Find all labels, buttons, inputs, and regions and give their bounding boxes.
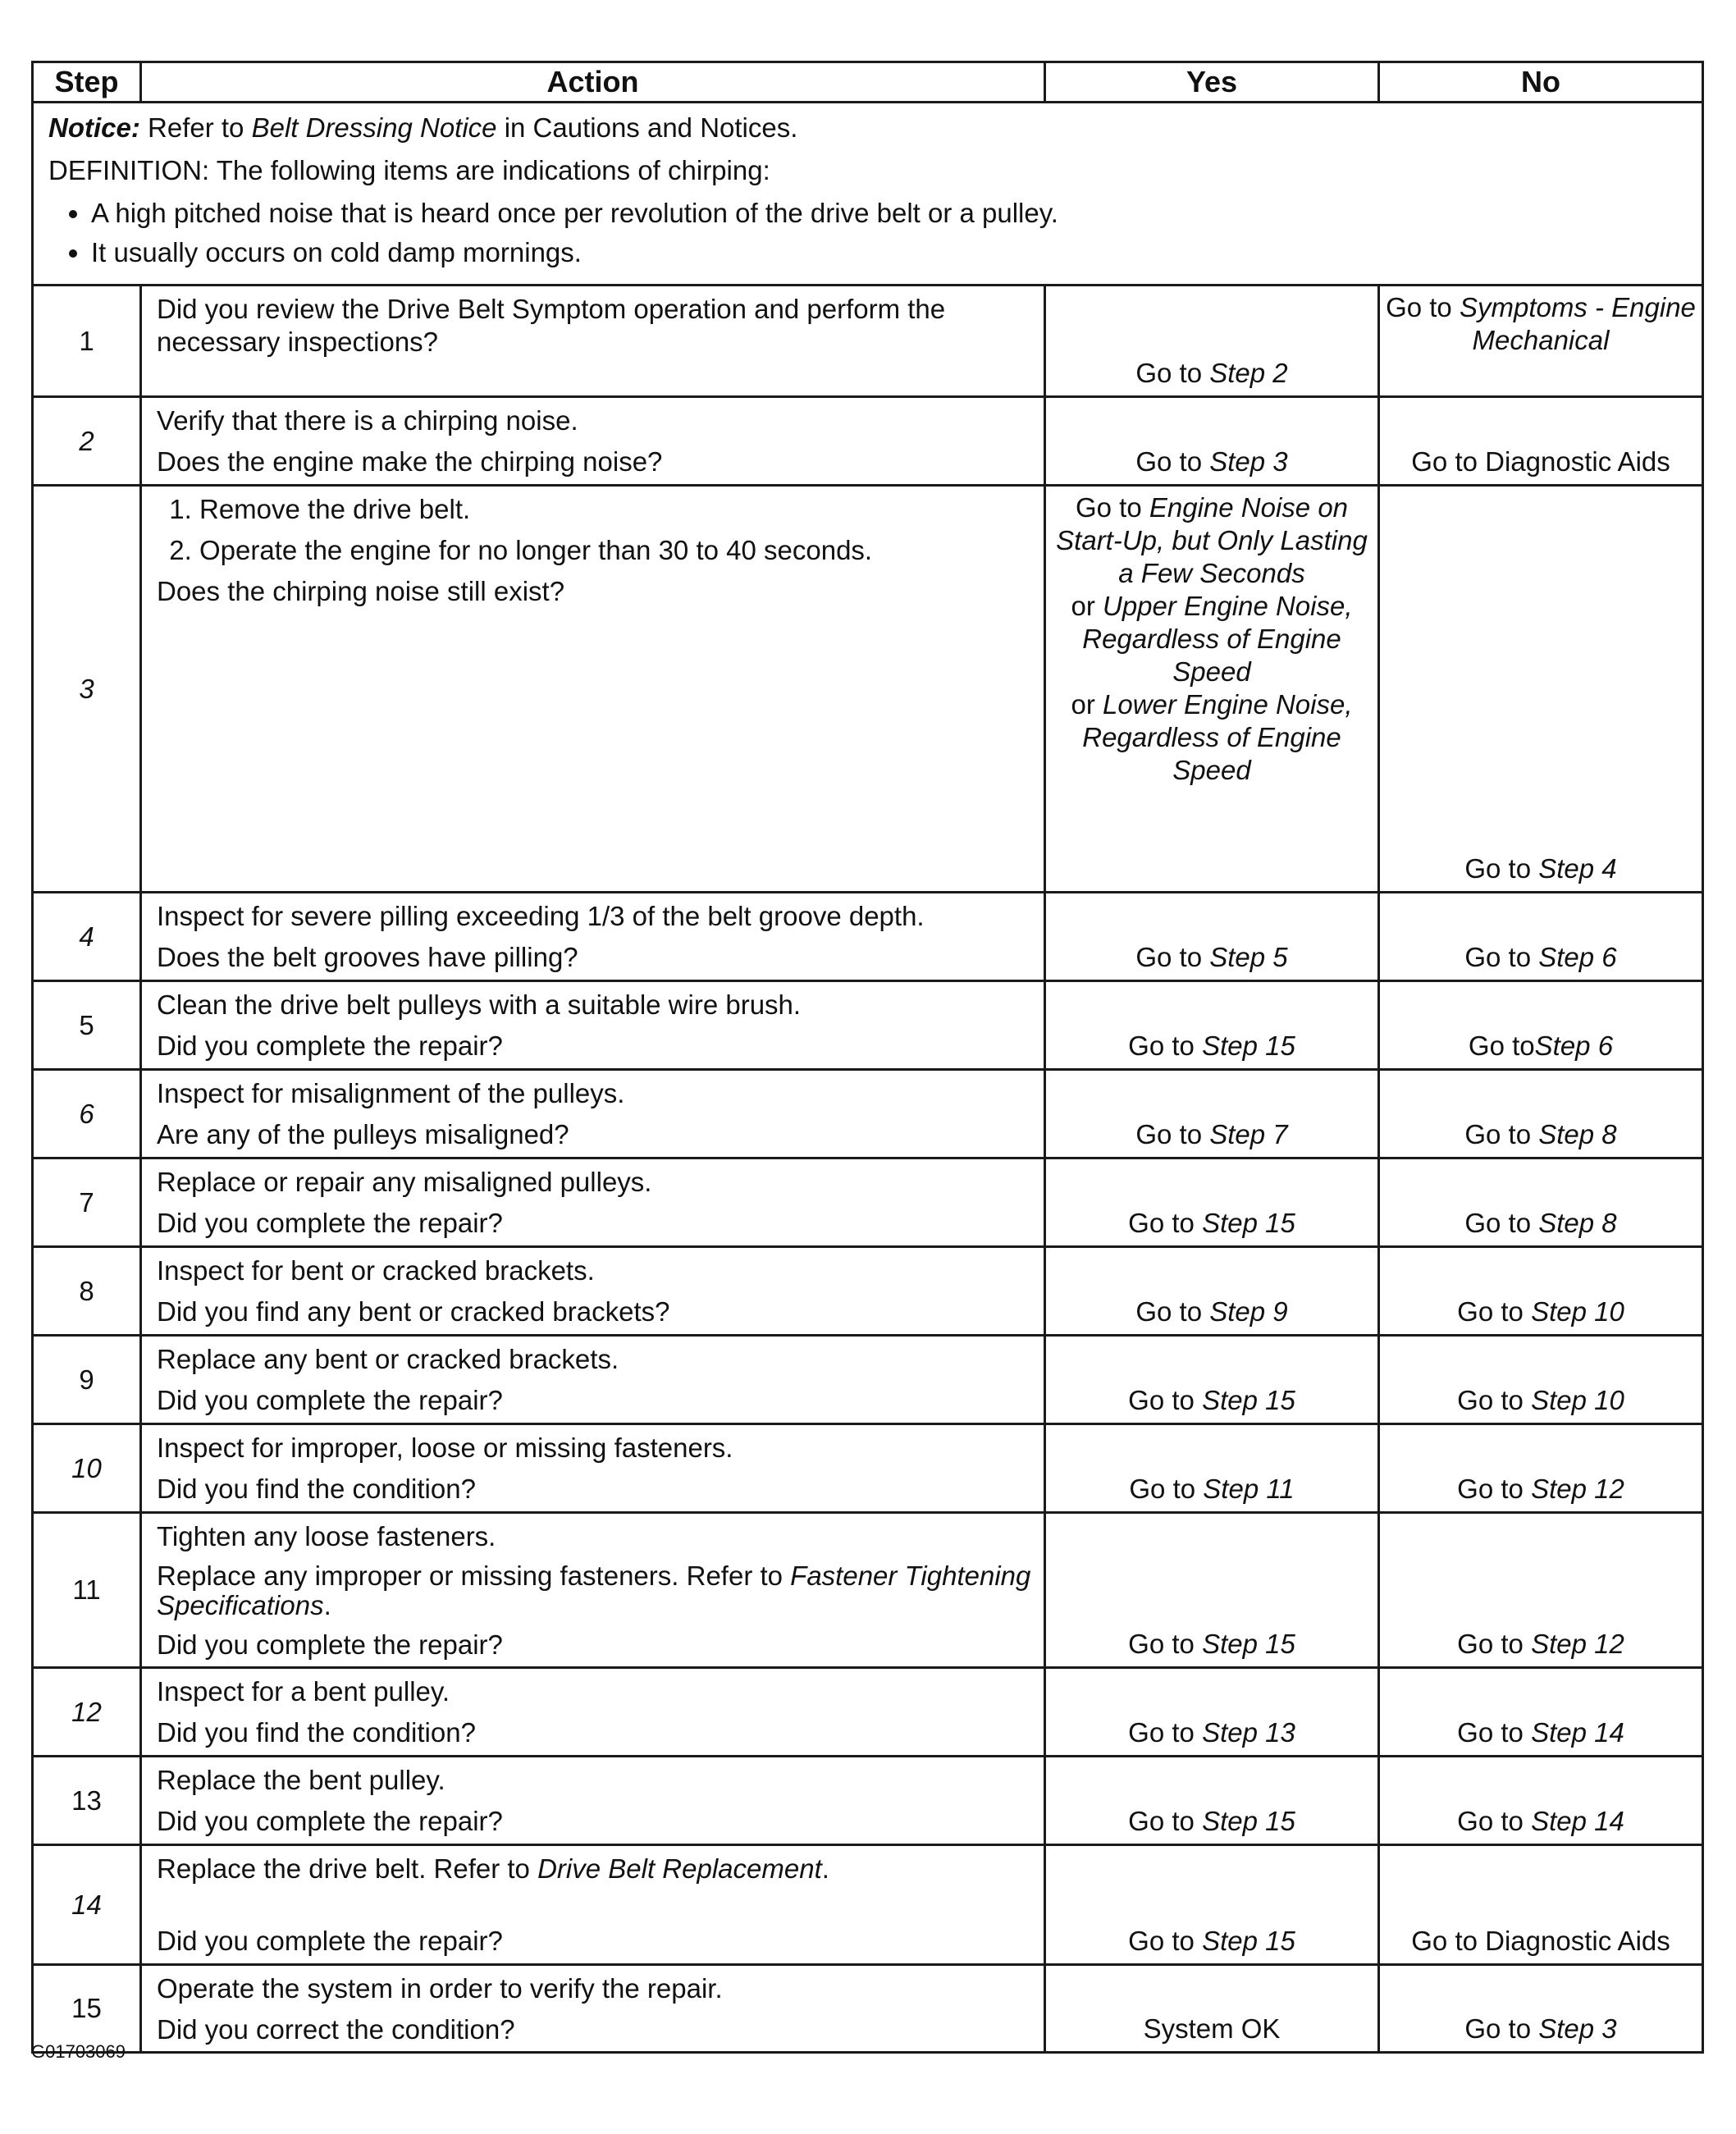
no-pre: Go to — [1457, 1474, 1524, 1504]
table-row — [33, 286, 1703, 397]
notice-pre: Refer to — [148, 112, 244, 143]
action-text: Replace any bent or cracked brackets. — [157, 1344, 619, 1374]
table-row — [33, 1336, 1703, 1424]
action-text: Verify that there is a chirping noise. — [157, 405, 578, 436]
yes-step-link[interactable]: Step 7 — [1209, 1119, 1288, 1149]
yes-cell — [1045, 1158, 1379, 1247]
step-number: 5 — [33, 981, 141, 1070]
no-step-link[interactable]: Step 3 — [1538, 2013, 1617, 2044]
action-text: Inspect for improper, loose or missing fasteners. — [157, 1433, 733, 1463]
action-text: Replace the bent pulley. — [157, 1765, 445, 1795]
yes-cell — [1045, 1513, 1379, 1668]
no-pre: Go to — [1457, 1717, 1524, 1748]
table-row — [33, 1757, 1703, 1845]
action-question: Did you complete the repair? — [157, 1385, 503, 1415]
no-pre: Go to — [1457, 1385, 1524, 1415]
no-step-link[interactable]: Step 10 — [1531, 1385, 1624, 1415]
action-question: Does the belt grooves have pilling? — [157, 942, 578, 972]
yes-step-link[interactable]: Step 15 — [1202, 1208, 1295, 1238]
action-cell — [141, 486, 1045, 893]
yes-pre: Go to — [1128, 1717, 1195, 1748]
action-ref-post: . — [323, 1590, 331, 1620]
action-cell — [141, 286, 1045, 397]
no-pre: Go to — [1464, 1208, 1532, 1238]
no-pre: Go to — [1457, 1629, 1524, 1659]
no-cell — [1379, 286, 1703, 397]
action-text: Tighten any loose fasteners. — [157, 1521, 496, 1551]
action-list — [157, 493, 1032, 567]
no-pre: Go to — [1464, 1119, 1532, 1149]
action-question: Did you find any bent or cracked brackets? — [157, 1296, 670, 1327]
yes-pre: Go to — [1128, 1926, 1195, 1956]
diagnostic-table — [31, 61, 1704, 2054]
no-step-link[interactable]: Step 12 — [1531, 1474, 1624, 1504]
action-question: Did you complete the repair? — [157, 1806, 503, 1836]
action-cell — [141, 1668, 1045, 1757]
table-row — [33, 1845, 1703, 1965]
step-number: 7 — [33, 1158, 141, 1247]
action-question: Does the engine make the chirping noise? — [157, 446, 663, 477]
yes-pre: Go to — [1135, 446, 1203, 477]
table-row — [33, 1070, 1703, 1158]
table-row — [33, 1424, 1703, 1513]
definition-item: • It usually occurs on cold damp mornings. — [91, 236, 1690, 269]
yes-step-link[interactable]: Step 13 — [1202, 1717, 1295, 1748]
no-step-link[interactable]: Step 6 — [1538, 942, 1617, 972]
yes-step-link[interactable]: Step 15 — [1202, 1806, 1295, 1836]
notice-row — [33, 103, 1703, 286]
no-pre: Go to — [1464, 2013, 1532, 2044]
yes-link-startup-noise[interactable]: Engine Noise on Start-Up, but Only Lasting a Few Seconds — [1056, 492, 1368, 588]
action-question: Did you complete the repair? — [157, 1629, 503, 1660]
yes-result: System OK — [1143, 2013, 1281, 2044]
no-cell — [1379, 893, 1703, 981]
table-row — [33, 1158, 1703, 1247]
no-pre: Go to — [1457, 1296, 1524, 1327]
no-cell — [1379, 1158, 1703, 1247]
action-text: Operate the system in order to verify the repair. — [157, 1973, 723, 2004]
step-number: 13 — [33, 1757, 141, 1845]
no-step-link[interactable]: Step 8 — [1538, 1208, 1617, 1238]
action-text: Inspect for misalignment of the pulleys. — [157, 1078, 625, 1108]
yes-or: or — [1071, 689, 1095, 720]
step-number: 8 — [33, 1247, 141, 1336]
definition-list — [48, 197, 1690, 269]
yes-step-link[interactable]: Step 15 — [1202, 1030, 1295, 1061]
step-number: 4 — [33, 893, 141, 981]
action-cell — [141, 1247, 1045, 1336]
action-ref-pre: Replace any improper or missing fasteners. Refer to — [157, 1561, 783, 1591]
no-step-link[interactable]: Step 12 — [1531, 1629, 1624, 1659]
yes-step-link[interactable]: Step 2 — [1209, 358, 1288, 388]
yes-pre: Go to — [1135, 1119, 1203, 1149]
yes-cell — [1045, 1757, 1379, 1845]
yes-pre: Go to — [1129, 1474, 1196, 1504]
action-cell — [141, 1336, 1045, 1424]
yes-or: or — [1071, 591, 1095, 621]
no-pre: Go to — [1464, 853, 1532, 884]
yes-cell — [1045, 486, 1379, 893]
notice-cell — [33, 103, 1703, 286]
step-number: 11 — [33, 1513, 141, 1668]
yes-link-lower-noise[interactable]: Lower Engine Noise, Regardless of Engine Speed — [1082, 689, 1353, 785]
action-question: Did you find the condition? — [157, 1717, 476, 1748]
yes-step-link[interactable]: Step 3 — [1209, 446, 1288, 477]
action-cell — [141, 1757, 1045, 1845]
no-pre: Go to — [1464, 942, 1532, 972]
yes-step-link[interactable]: Step 5 — [1209, 942, 1288, 972]
no-cell — [1379, 486, 1703, 893]
action-question: Does the chirping noise still exist? — [157, 576, 565, 606]
notice-label: Notice: — [48, 112, 140, 143]
step-number: 1 — [33, 286, 141, 397]
yes-cell — [1045, 1424, 1379, 1513]
header-yes: Yes — [1045, 62, 1379, 103]
no-cell — [1379, 1070, 1703, 1158]
yes-step-link[interactable]: Step 9 — [1209, 1296, 1288, 1327]
table-row — [33, 397, 1703, 486]
yes-pre: Go to — [1128, 1629, 1195, 1659]
table-row — [33, 1513, 1703, 1668]
no-cell — [1379, 1668, 1703, 1757]
no-cell — [1379, 1965, 1703, 2053]
yes-step-link[interactable]: Step 15 — [1202, 1926, 1295, 1956]
action-ref-pre: Replace the drive belt. Refer to — [157, 1853, 530, 1884]
no-step-link[interactable]: Step 10 — [1531, 1296, 1624, 1327]
no-step-link[interactable]: Step 8 — [1538, 1119, 1617, 1149]
header-action: Action — [141, 62, 1045, 103]
action-cell — [141, 1845, 1045, 1965]
action-question: Are any of the pulleys misaligned? — [157, 1119, 569, 1149]
no-cell — [1379, 397, 1703, 486]
definition-item: • A high pitched noise that is heard once per revolution of the drive belt or a pulley. — [91, 197, 1690, 230]
diagnostic-table-container — [31, 61, 1702, 2054]
no-step-link[interactable]: Step 4 — [1538, 853, 1617, 884]
notice-post: in Cautions and Notices. — [504, 112, 798, 143]
action-cell — [141, 981, 1045, 1070]
no-cell — [1379, 1513, 1703, 1668]
action-list-item: 1. Remove the drive belt. — [199, 493, 1032, 526]
action-question: Did you complete the repair? — [157, 1208, 503, 1238]
action-cell — [141, 1965, 1045, 2053]
no-cell — [1379, 981, 1703, 1070]
action-question: Did you complete the repair? — [157, 1926, 503, 1956]
yes-cell — [1045, 1668, 1379, 1757]
yes-pre: Go to — [1075, 492, 1142, 523]
header-no: No — [1379, 62, 1703, 103]
no-pre: Go to — [1457, 1806, 1524, 1836]
action-cell — [141, 397, 1045, 486]
step-number: 3 — [33, 486, 141, 893]
figure-id: G01703069 — [31, 2041, 126, 2062]
yes-cell — [1045, 981, 1379, 1070]
definition-line: DEFINITION: The following items are indications of chirping: — [48, 155, 770, 185]
step-number: 2 — [33, 397, 141, 486]
action-text: Replace or repair any misaligned pulleys. — [157, 1167, 652, 1197]
yes-pre: Go to — [1135, 942, 1203, 972]
action-text: Did you review the Drive Belt Symptom operation and perform the necessary inspections? — [157, 294, 946, 357]
no-step-link[interactable]: Step 14 — [1531, 1717, 1624, 1748]
no-pre: Go to — [1468, 1030, 1535, 1061]
no-cell — [1379, 1336, 1703, 1424]
table-row — [33, 1668, 1703, 1757]
drive-belt-replacement-link[interactable]: Drive Belt Replacement — [537, 1853, 822, 1884]
step-number: 10 — [33, 1424, 141, 1513]
yes-cell — [1045, 1965, 1379, 2053]
action-text: Inspect for severe pilling exceeding 1/3 of the belt groove depth. — [157, 901, 925, 931]
action-cell — [141, 1424, 1045, 1513]
yes-cell — [1045, 286, 1379, 397]
yes-cell — [1045, 893, 1379, 981]
action-cell — [141, 1070, 1045, 1158]
yes-pre: Go to — [1135, 1296, 1203, 1327]
yes-cell — [1045, 1070, 1379, 1158]
notice-ref: Belt Dressing Notice — [251, 112, 497, 143]
yes-pre: Go to — [1128, 1030, 1195, 1061]
action-text-ref — [157, 1561, 1032, 1620]
no-step-link[interactable]: Go to Diagnostic Aids — [1411, 446, 1670, 477]
action-question: Did you correct the condition? — [157, 2014, 515, 2045]
yes-step-link[interactable]: Step 15 — [1202, 1385, 1295, 1415]
action-list-item: 2. Operate the engine for no longer than 30 to 40 seconds. — [199, 534, 1032, 567]
yes-cell — [1045, 1247, 1379, 1336]
step-number: 15 — [33, 1965, 141, 2053]
no-step-link[interactable]: Symptoms - Engine Mechanical — [1459, 292, 1696, 355]
step-number: 14 — [33, 1845, 141, 1965]
action-question: Did you find the condition? — [157, 1474, 476, 1504]
table-row — [33, 1247, 1703, 1336]
action-text: Clean the drive belt pulleys with a suitable wire brush. — [157, 989, 802, 1020]
step-number: 6 — [33, 1070, 141, 1158]
step-number: 9 — [33, 1336, 141, 1424]
yes-cell — [1045, 1336, 1379, 1424]
action-cell — [141, 1513, 1045, 1668]
yes-link-upper-noise[interactable]: Upper Engine Noise, Regardless of Engine Speed — [1082, 591, 1353, 687]
action-text: Inspect for bent or cracked brackets. — [157, 1255, 595, 1286]
action-text: Inspect for a bent pulley. — [157, 1676, 450, 1707]
no-step-link[interactable]: Step 14 — [1531, 1806, 1624, 1836]
yes-step-link[interactable]: Step 11 — [1203, 1474, 1295, 1504]
table-row — [33, 486, 1703, 893]
action-cell — [141, 893, 1045, 981]
yes-pre: Go to — [1135, 358, 1203, 388]
yes-pre: Go to — [1128, 1208, 1195, 1238]
action-cell — [141, 1158, 1045, 1247]
fastener-spec-link[interactable]: Fastener Tightening Specifications — [157, 1561, 1031, 1620]
action-text-ref — [157, 1853, 1032, 1885]
action-question: Did you complete the repair? — [157, 1030, 503, 1061]
header-row — [33, 62, 1703, 103]
yes-step-link[interactable]: Step 15 — [1202, 1629, 1295, 1659]
no-cell — [1379, 1845, 1703, 1965]
notice-line — [48, 112, 1690, 144]
no-cell — [1379, 1757, 1703, 1845]
table-row — [33, 1965, 1703, 2053]
header-step: Step — [33, 62, 141, 103]
yes-pre: Go to — [1128, 1385, 1195, 1415]
action-ref-post: . — [821, 1853, 829, 1884]
yes-cell — [1045, 397, 1379, 486]
table-row — [33, 893, 1703, 981]
step-number: 12 — [33, 1668, 141, 1757]
table-row — [33, 981, 1703, 1070]
no-cell — [1379, 1247, 1703, 1336]
no-step-link[interactable]: Step 6 — [1534, 1030, 1614, 1061]
yes-cell — [1045, 1845, 1379, 1965]
yes-pre: Go to — [1128, 1806, 1195, 1836]
no-cell — [1379, 1424, 1703, 1513]
no-step-link[interactable]: Go to Diagnostic Aids — [1411, 1926, 1670, 1956]
no-pre: Go to — [1386, 292, 1452, 322]
